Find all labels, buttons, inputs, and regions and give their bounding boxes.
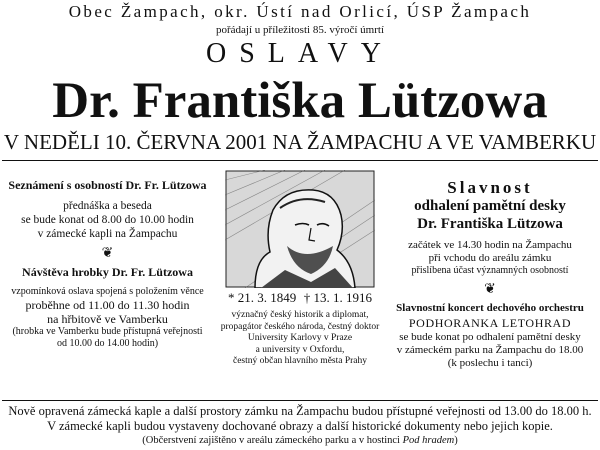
bio-text: [220, 310, 380, 368]
organizers-line: Obec Žampach, okr. Ústí nad Orlicí, ÚSP Žampach: [68, 2, 532, 21]
left-column: [0, 178, 215, 350]
ornament-icon: ❦: [101, 246, 114, 261]
death-date: † 13. 1. 1916: [303, 290, 372, 305]
portrait-image: [225, 170, 375, 288]
ceremony-line: při vchodu do areálu zámku: [428, 252, 552, 264]
refreshments-close: ): [454, 435, 458, 446]
ceremony-subtitle: odhalení pamětní desky: [414, 198, 566, 214]
occasion-line: pořádají u příležitosti 85. výročí úmrtí: [215, 24, 385, 36]
middle-column: [220, 170, 380, 368]
lecture-line: v zámecké kapli na Žampachu: [37, 228, 178, 240]
top-divider: [2, 160, 598, 161]
right-column: [380, 178, 600, 370]
ornament-icon: ❦: [484, 282, 496, 297]
lecture-line: přednáška a beseda: [63, 200, 152, 212]
ceremony-name: Dr. Františka Lützowa: [417, 216, 563, 232]
ceremony-line: začátek ve 14.30 hodin na Žampachu: [408, 239, 572, 251]
concert-title: Slavnostní koncert dechového orchestru: [396, 302, 584, 314]
footer-refreshments: [0, 434, 600, 447]
birth-date: * 21. 3. 1849: [228, 290, 297, 305]
footer-line: V zámecké kapli budou vystaveny dochované obrazy a další historické dokumenty nebo jejich kopie.: [47, 419, 553, 433]
bio-line: význačný český historik a diplomat,: [231, 310, 369, 320]
portrait-sketch-icon: [225, 170, 375, 288]
tomb-visit-line: na hřbitově ve Vamberku: [47, 312, 168, 326]
oslavy-heading: OSLAVY: [206, 38, 394, 69]
lecture-title: Seznámení s osobností Dr. Fr. Lützowa: [8, 178, 207, 192]
tomb-visit-title: Návštěva hrobky Dr. Fr. Lützowa: [22, 265, 193, 279]
concert-line: (k poslechu i tanci): [447, 357, 533, 369]
bio-line: propagátor českého národa, čestný doktor: [220, 321, 380, 332]
footer-line: Nově opravená zámecká kaple a další prostory zámku na Žampachu budou přístupné veřejnosti od 13.00 do 18.00 h.: [8, 404, 592, 418]
lecture-line: se bude konat od 8.00 do 10.00 hodin: [21, 214, 194, 226]
bottom-divider: [2, 400, 598, 401]
tomb-visit-small: vzpomínková oslava spojená s položením věnce: [11, 286, 204, 297]
tomb-note: (hrobka ve Vamberku bude přístupná veřejnosti: [12, 326, 203, 337]
life-dates: [220, 288, 380, 306]
bio-line: University Karlovy v Praze: [247, 333, 353, 343]
band-name: PODHORANKA LETOHRAD: [408, 316, 572, 330]
inn-name: Pod hradem: [402, 435, 455, 446]
concert-line: se bude konat po odhalení pamětní desky: [399, 331, 581, 343]
honoree-name: Dr. Františka Lützowa: [52, 73, 548, 129]
event-date-line: V NEDĚLI 10. ČERVNA 2001 NA ŽAMPACHU A VE VAMBERKU: [3, 130, 597, 154]
concert-line: v zámeckém parku na Žampachu do 18.00: [396, 344, 584, 356]
bio-line: čestný občan hlavního města Prahy: [232, 356, 368, 366]
ceremony-title: Slavnost: [447, 178, 533, 197]
bio-line: a university v Oxfordu,: [255, 344, 345, 355]
footer: [0, 404, 600, 447]
ceremony-guests: přislíbena účast významných osobností: [411, 265, 569, 276]
tomb-note: od 10.00 do 14.00 hodin): [56, 338, 159, 349]
tomb-visit-line: proběhne od 11.00 do 11.30 hodin: [25, 298, 190, 312]
refreshments-text: (Občerstvení zajištěno v areálu zámeckého parku a v hostinci: [142, 435, 403, 446]
